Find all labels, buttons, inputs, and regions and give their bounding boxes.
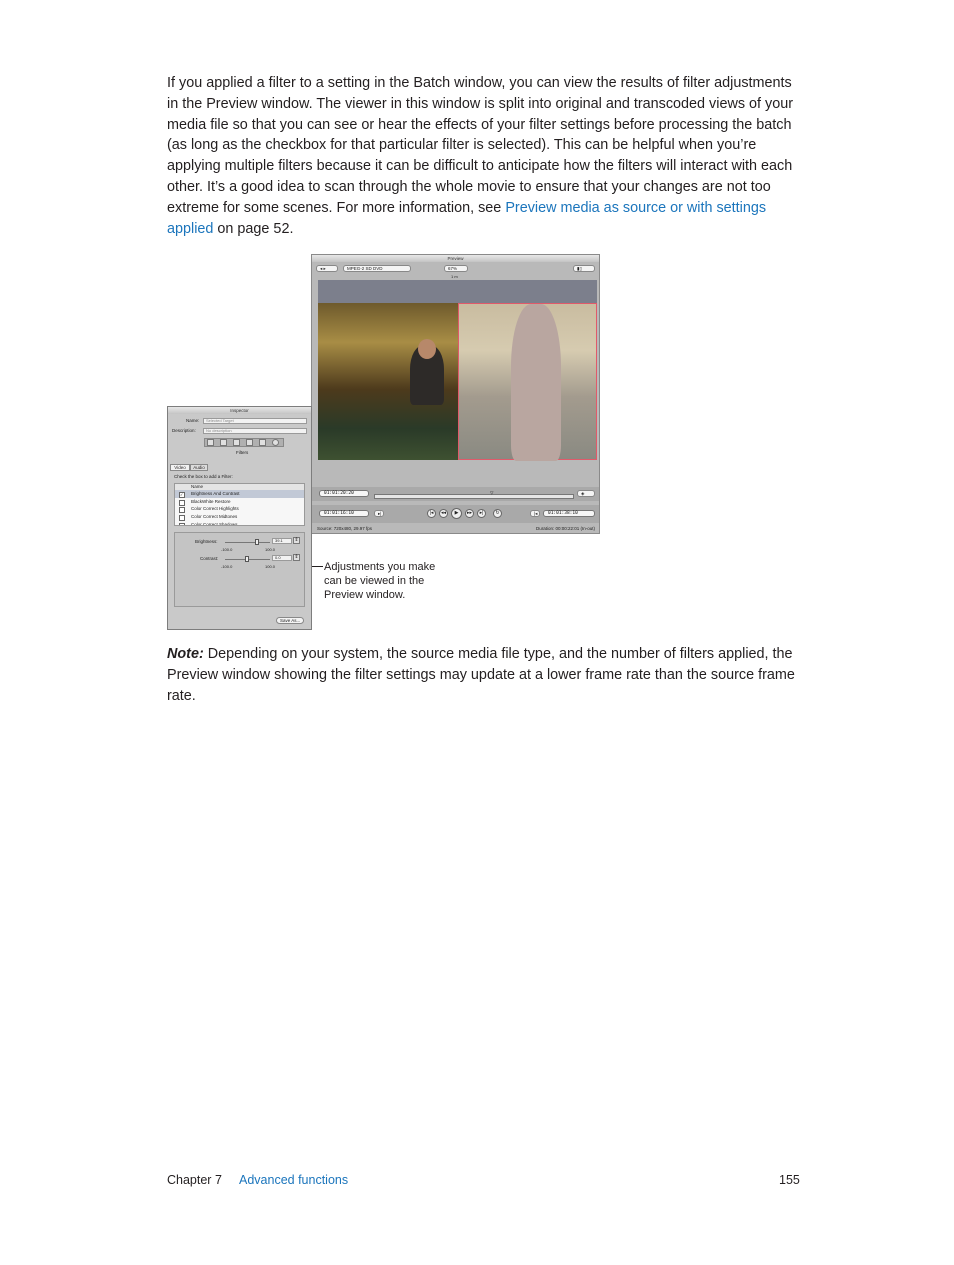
person-figure-2 <box>511 304 561 461</box>
list-item[interactable] <box>175 513 304 521</box>
brightness-stepper[interactable]: ⇕ <box>294 537 299 543</box>
loop-icon[interactable]: ↻ <box>493 509 502 518</box>
name-label: Name: <box>186 418 200 423</box>
contrast-label: Contrast: <box>200 556 219 561</box>
preview-media-link[interactable]: Preview media as source or with settings applied <box>167 199 767 237</box>
set-in-button[interactable]: ▸| <box>374 510 384 517</box>
set-out-button[interactable]: |◂ <box>530 510 540 517</box>
description-label: Description: <box>172 428 196 433</box>
go-to-end-icon[interactable]: ▸| <box>477 509 486 518</box>
note-text: Depending on your system, the source media file type, and the number of filters applied, the Preview window showing the filter settings may update at a lower frame rate than the source frame rate. <box>167 646 795 704</box>
checkbox[interactable] <box>179 523 185 526</box>
list-item[interactable] <box>175 498 304 506</box>
contrast-slider-knob[interactable] <box>245 556 249 562</box>
transcoded-view <box>458 303 597 460</box>
duration-info: Duration: 00:00:22:01 (In-out) <box>535 526 595 531</box>
filter-name: BlackWhite Restore <box>191 498 231 504</box>
checkbox[interactable]: ✓ <box>180 492 184 497</box>
filter-name: Color Correct Midtones <box>191 514 238 520</box>
person-head <box>418 339 436 359</box>
brightness-min: -100.0 <box>221 547 233 552</box>
contrast-min: -100.0 <box>221 564 233 569</box>
save-as-button[interactable]: Save As... <box>276 617 304 624</box>
filter-name: Brightness And Contrast <box>191 491 240 496</box>
check-instruction: Check the box to add a Filter: <box>174 474 233 479</box>
filter-name: Color Correct Highlights <box>191 506 239 512</box>
filter-settings-panel <box>174 532 305 607</box>
out-point-timecode[interactable]: 01:01:38:10 <box>543 510 595 517</box>
tool-icon-5[interactable] <box>259 439 266 446</box>
mark-button[interactable]: ◈ <box>577 490 595 497</box>
tool-icon-3[interactable] <box>233 439 240 446</box>
footer-chapter-link[interactable]: Advanced functions <box>239 1173 349 1187</box>
scrubber-track[interactable] <box>374 494 574 499</box>
transport-bar <box>312 505 599 523</box>
view-mode-buttons[interactable]: ▮▯ <box>573 265 595 272</box>
callout-leader-line <box>312 566 323 567</box>
list-item[interactable] <box>175 521 304 526</box>
go-to-start-icon[interactable]: |◂ <box>427 509 436 518</box>
list-header: Name <box>175 484 304 490</box>
inspector-window <box>167 406 312 630</box>
contrast-stepper[interactable]: ⇕ <box>294 554 299 560</box>
inspector-title: Inspector <box>168 407 311 414</box>
brightness-slider-knob[interactable] <box>255 539 259 545</box>
intro-paragraph <box>167 73 797 239</box>
filter-list <box>174 483 305 526</box>
brightness-slider-track[interactable] <box>225 542 270 543</box>
play-icon[interactable]: ▶ <box>451 508 462 519</box>
brightness-label: Brightness: <box>195 539 218 544</box>
marker-label: 1 m <box>451 274 458 279</box>
contrast-field[interactable]: 0.0 <box>272 555 292 561</box>
brightness-max: 100.0 <box>265 547 276 552</box>
tool-icon-4[interactable] <box>246 439 253 446</box>
next-icon[interactable]: ▸▸ <box>466 510 473 516</box>
previous-icon[interactable]: ◂◂ <box>440 510 447 516</box>
list-item[interactable] <box>175 490 304 498</box>
in-point-timecode[interactable]: 01:01:16:10 <box>319 510 369 517</box>
intro-tail: on page 52. <box>213 220 294 237</box>
filter-name: Color Correct Shadows <box>191 521 238 526</box>
page-number: 155 <box>779 1173 800 1187</box>
callout-text: Adjustments you make can be viewed in the Preview window. <box>324 561 436 601</box>
filter-toolbar <box>204 438 284 447</box>
preview-title: Preview <box>312 255 599 262</box>
globe-icon[interactable] <box>272 439 279 446</box>
tool-icon-2[interactable] <box>220 439 227 446</box>
setting-popup[interactable]: MPEG-2 SD DVD <box>343 265 411 272</box>
list-item[interactable] <box>175 505 304 513</box>
audio-toggle-button[interactable]: ◂ ▸ <box>316 265 338 272</box>
name-field[interactable]: Selected Target <box>203 418 307 424</box>
video-viewer[interactable] <box>318 280 597 460</box>
filters-label: Filters <box>236 450 249 455</box>
timeline-bar <box>312 487 599 501</box>
preview-window <box>311 254 600 534</box>
contrast-max: 100.0 <box>265 564 276 569</box>
tool-icon-1[interactable] <box>207 439 214 446</box>
brightness-field[interactable]: 39.1 <box>272 538 292 544</box>
intro-text: If you applied a filter to a setting in the Batch window, you can view the results of filter adjustments in the Preview window. The viewer in this window is split into original and transcoded views of your media file so that you can see or hear the effects of your filter settings before processing the batch (as long as the checkbox for that particular filter is selected). This can be helpful when you’re applying multiple filters because it can be difficult to anticipate how the filters will interact with each other. It’s a good idea to scan through the whole movie to ensure that your changes are not too extreme for some scenes. For more information, see <box>167 75 794 216</box>
playhead-timecode[interactable]: 01:01:20:20 <box>319 490 369 497</box>
description-field[interactable]: No description <box>203 428 307 434</box>
note-label: Note: <box>167 646 204 662</box>
footer-chapter: Chapter 7 <box>167 1173 222 1187</box>
zoom-popup[interactable]: 67% <box>444 265 468 272</box>
note-paragraph <box>167 644 797 706</box>
source-info: Source: 720x480, 29.97 fps <box>317 526 373 531</box>
original-view <box>318 303 458 460</box>
tab-video[interactable]: Video <box>170 464 190 471</box>
playhead-icon[interactable]: ▿ <box>490 490 494 497</box>
tab-audio[interactable]: Audio <box>190 464 208 471</box>
